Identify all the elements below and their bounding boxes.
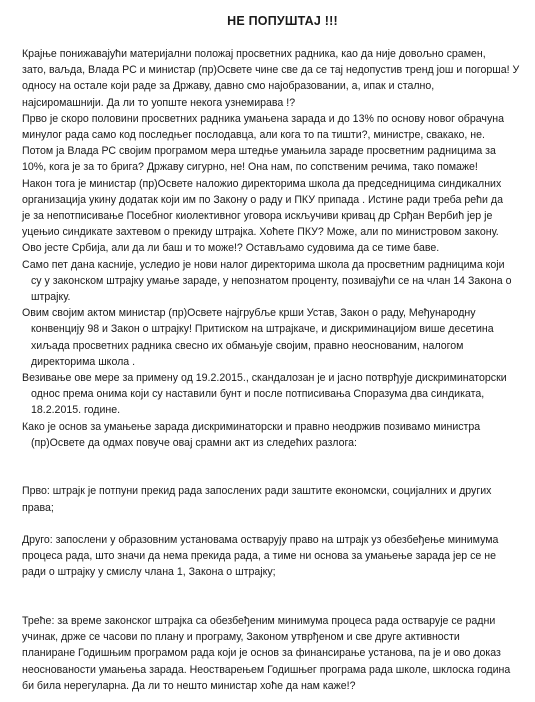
text-line: Овим својим актом министар (пр)Освете најгрубље крши Устав, Закон о раду, Међународну xyxy=(22,307,476,320)
text-line: Прво је скоро половини просветних радника умањена зарада и до 13% по основу новог обрачуна xyxy=(22,112,504,125)
text-line: ради о штрајку у смислу члана 1, Закона о штрајку; xyxy=(22,566,276,579)
text-line: Ово јесте Србија, али да ли баш и то може!? Остављамо судовима да се тиме баве. xyxy=(22,242,440,255)
blank-line xyxy=(22,597,523,613)
text-line: Како је основ за умањење зарада дискриминаторски и правно неодржив позивамо министра xyxy=(22,420,481,433)
text-line: однос према онима који су наставили бунт и после потписивања Споразума два синдиката, xyxy=(31,388,485,401)
text-line: минулог рада само код последњег послодавца, али кога то па тишти?, министре, свакако, не. xyxy=(22,129,485,142)
text-line: Након тога је министар (пр)Освете наложио директорима школа да председницима синдикалних xyxy=(22,177,502,190)
document-body xyxy=(22,46,523,694)
text-line: односу на остале који раде за Државу, давно смо најобразовании, а, ипак и стално, xyxy=(22,80,435,93)
blank-line xyxy=(22,451,523,467)
text-line: неоснованости умањења зарада. Неостварењем Годишњег програма рада школе, шклоска година xyxy=(22,663,511,676)
text-line: процеса рада, што значи да нема прекида рада, а тиме ни основа за умањење зарада јер се не xyxy=(22,550,496,563)
document-title: НЕ ПОПУШТАЈ !!! xyxy=(227,14,338,28)
text-line: планиране Годишњим програмом рада који је основ за финансирање установа, па је и ово доказ xyxy=(22,647,501,660)
text-line: учинак, држе се часови по плану и програму, Законом утврђеном и све друге активности xyxy=(22,631,460,644)
blank-line xyxy=(22,467,523,483)
text-line: 18.2.2015. године. xyxy=(31,404,121,417)
text-line: Крајње понижавајући материјални положај просветних радника, као да није довољно срамен, xyxy=(22,48,486,60)
text-line: је за непотписивање Посебног киолективног уговора искључиви кривац др Срђан Вербић јер је xyxy=(22,210,493,223)
text-line: Потом ја Влада РС својим програмом мера штедње умањила зараде просветним радницима за xyxy=(22,145,496,158)
blank-line xyxy=(22,581,523,597)
text-line: Треће: за време законског штрајка са обезбеђеним минимума процеса рада остварује се радни xyxy=(22,615,496,628)
text-line: Друго: запослени у образовним установама остварују право на штрајк уз обезбеђење минимума xyxy=(22,534,499,547)
text-line: штрајку. xyxy=(31,291,71,304)
text-line: Прво: штрајк је потпуни прекид рада запослених ради заштите економски, социјалних и других xyxy=(22,485,492,498)
text-line: 10%, кога је за то брига? Државу сигурно, не! Она нам, по сопственим речима, тако помаже! xyxy=(22,161,478,174)
text-line: најсиромашнији. Да ли то уопште некога узнемирава !? xyxy=(22,96,296,109)
text-line: директорима школа . xyxy=(31,355,136,368)
text-line: Везивање ове мере за примену од 19.2.2015., скандалозан је и јасно потврђује дискриминаторски xyxy=(22,372,507,385)
text-line: су у законском штрајку умање зараде, у непознатом проценту, позивајући се на члан 14 Закона о xyxy=(31,274,512,287)
text-line: Само пет дана касније, уследио је нови налог директорима школа да просветним радницима који xyxy=(22,258,505,271)
text-line: права; xyxy=(22,501,54,514)
blank-line xyxy=(22,516,523,532)
text-line: хиљада просветних радника свесно их обмањује својим, правно неоснованим, налогом xyxy=(31,339,464,352)
text-line: уцењио синдикате захтевом о прекиду штрајка. Хоћете ПКУ? Може, али по министровом закону. xyxy=(22,226,499,239)
text-line: би била нерегуларна. Да ли то нешто министар хоће да нам каже!? xyxy=(22,679,356,692)
text-line: конвенцију 98 и Закон о штрајку! Притиском на штрајкаче, и дискриминацијом више десетина xyxy=(31,323,494,336)
text-line: зато, ваљда, Влада РС и министар (пр)Освете чине све да се тај недопустив тренд још и погорша! У xyxy=(22,64,520,77)
text-line: (пр)Освете да одмах повуче овај срамни акт из следећих разлога: xyxy=(31,436,357,449)
text-line: организација укину додатак који им по Закону о раду и ПКУ припада . Истине ради треба рећи да xyxy=(22,193,503,206)
